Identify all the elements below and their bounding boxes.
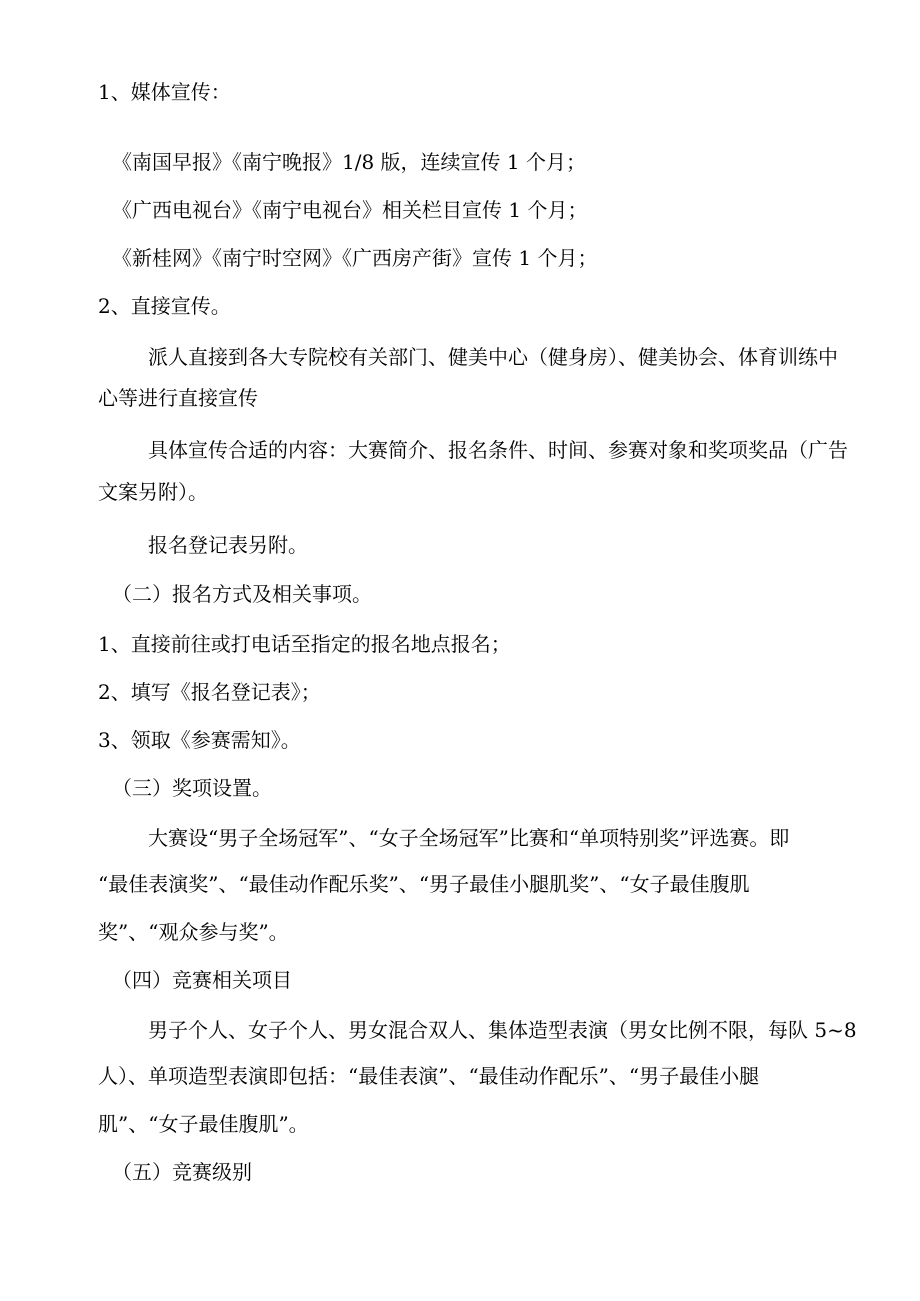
heading-registration: （二）报名方式及相关事项。 — [112, 582, 372, 606]
direct-paragraph-2-line-1: 具体宣传合适的内容：大赛简介、报名条件、时间、参赛对象和奖项奖品（广告 — [148, 438, 848, 462]
direct-paragraph-1-line-2: 心等进行直接宣传 — [98, 386, 258, 410]
awards-line-3: 奖”、“观众参与奖”。 — [98, 920, 289, 944]
events-line-2: 人）、单项造型表演即包括：“最佳表演”、“最佳动作配乐”、“男子最佳小腿 — [98, 1064, 760, 1088]
direct-paragraph-2-line-2: 文案另附）。 — [98, 480, 208, 504]
heading-competition-level: （五）竞赛级别 — [112, 1160, 252, 1184]
direct-paragraph-1-line-1: 派人直接到各大专院校有关部门、健美中心（健身房）、健美协会、体育训练中 — [148, 345, 838, 369]
registration-item-1: 1、直接前往或打电话至指定的报名地点报名； — [98, 632, 511, 656]
registration-item-3: 3、领取《参赛需知》。 — [98, 728, 301, 752]
events-line-3: 肌”、“女子最佳腹肌”。 — [98, 1112, 309, 1136]
section-direct-heading: 2、直接宣传。 — [98, 294, 231, 318]
heading-events: （四）竞赛相关项目 — [112, 968, 292, 992]
awards-line-1: 大赛设“男子全场冠军”、“女子全场冠军”比赛和“单项特别奖”评选赛。即 — [148, 826, 790, 850]
awards-line-2: “最佳表演奖”、“最佳动作配乐奖”、“男子最佳小腿肌奖”、“女子最佳腹肌 — [98, 872, 750, 896]
events-line-1: 男子个人、女子个人、男女混合双人、集体造型表演（男女比例不限，每队 5~8 — [148, 1018, 857, 1042]
section-media-heading: 1、媒体宣传： — [98, 80, 231, 104]
media-item-2: 《广西电视台》《南宁电视台》相关栏目宣传 1 个月； — [112, 198, 588, 222]
registration-item-2: 2、填写《报名登记表》； — [98, 680, 321, 704]
heading-awards: （三）奖项设置。 — [112, 776, 272, 800]
media-item-1: 《南国早报》《南宁晚报》1/8 版，连续宣传 1 个月； — [112, 150, 586, 174]
media-item-3: 《新桂网》《南宁时空网》《广西房产街》宣传 1 个月； — [112, 246, 598, 270]
direct-paragraph-3: 报名登记表另附。 — [148, 533, 308, 557]
